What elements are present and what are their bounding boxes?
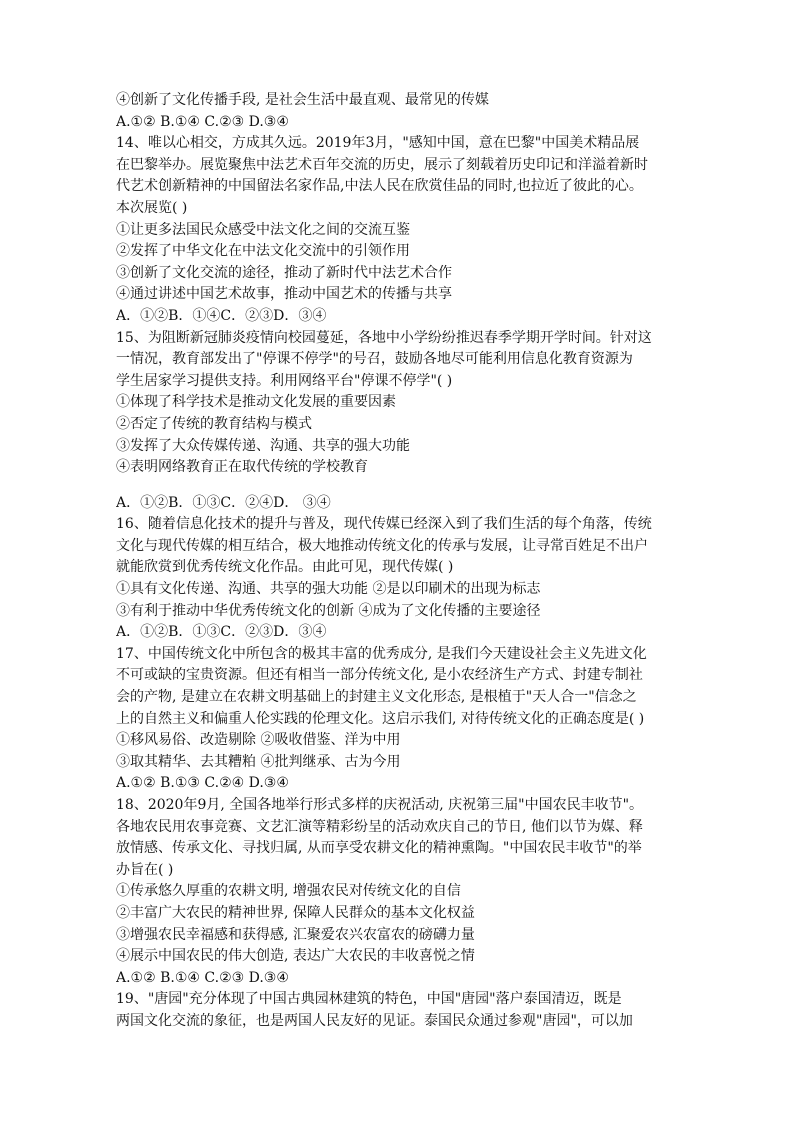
- text-line: ③取其精华、去其糟粕 ④批判继承、古为今用: [116, 753, 401, 770]
- text-line: 一情况，教育部发出了"停课不停学"的号召，鼓励各地尽可能利用信息化教育资源为: [116, 351, 633, 368]
- text-line: ②发挥了中华文化在中法文化交流中的引领作用: [116, 243, 410, 260]
- answer-options-line: A.①② B.①③ C.②④ D.③④: [116, 775, 289, 792]
- text-line: 办旨在( ): [116, 861, 174, 878]
- text-line: ③增强农民幸福感和获得感, 汇聚爱农兴农富农的磅礴力量: [116, 926, 475, 943]
- text-line: ④通过讲述中国艺术故事，推动中国艺术的传播与共享: [116, 286, 452, 303]
- text-line: ③发挥了大众传媒传递、沟通、共享的强大功能: [116, 437, 410, 454]
- answer-options-line: A.①② B.①④ C.②③ D.③④: [116, 969, 289, 986]
- answer-options-line: A．①②B．①④C．②③D．③④: [116, 307, 327, 324]
- text-line: 就能欣赏到优秀传统文化作品。由此可见，现代传媒( ): [116, 559, 454, 576]
- text-line: ①让更多法国民众感受中法文化之间的交流互鉴: [116, 221, 410, 238]
- text-line: ①传承悠久厚重的农耕文明, 增强农民对传统文化的自信: [116, 883, 461, 900]
- text-line: ④表明网络教育正在取代传统的学校教育: [116, 459, 368, 476]
- question-14-line: 14、唯以心相交，方成其久远。2019年3月，"感知中国，意在巴黎"中国美术精品展: [116, 135, 640, 152]
- text-line: 在巴黎举办。展览聚焦中法艺术百年交流的历史，展示了刻载着历史印记和洋溢着新时: [116, 156, 648, 173]
- text-line: 两国文化交流的象征，也是两国人民友好的见证。泰国民众通过参观"唐园"，可以加: [116, 1012, 633, 1029]
- answer-options-line: A．①②B．①③C．②③D．③④: [116, 624, 327, 641]
- text-line: ③创新了文化交流的途径，推动了新时代中法艺术合作: [116, 264, 452, 281]
- question-15-line: 15、为阻断新冠肺炎疫情向校园蔓延，各地中小学纷纷推迟春季学期开学时间。针对这: [116, 329, 652, 346]
- text-line: ①具有文化传递、沟通、共享的强大功能 ②是以印刷术的出现为标志: [116, 581, 541, 598]
- blank-line: [116, 479, 688, 493]
- document-page: [116, 90, 688, 1033]
- text-line: 本次展览( ): [116, 199, 188, 216]
- text-line: 各地农民用农事竞赛、文艺汇演等精彩纷呈的活动欢庆自己的节日, 他们以节为媒、释: [116, 818, 643, 835]
- question-16-line: 16、随着信息化技术的提升与普及，现代传媒已经深入到了我们生活的每个角落，传统: [116, 516, 652, 533]
- text-line: 上的自然主义和偏重人伦实践的伦理文化。这启示我们, 对待传统文化的正确态度是( ): [116, 710, 645, 727]
- text-line: 代艺术创新精神的中国留法名家作品,中法人民在欣赏佳品的同时,也拉近了彼此的心。: [116, 178, 643, 195]
- text-line: 放情感、传承文化、寻找归属, 从而享受农耕文化的精神熏陶。"中国农民丰收节"的举: [116, 840, 642, 857]
- text-line: ②丰富广大农民的精神世界, 保障人民群众的基本文化权益: [116, 904, 475, 921]
- text-line: ③有利于推动中华优秀传统文化的创新 ④成为了文化传播的主要途径: [116, 602, 541, 619]
- text-line: 文化与现代传媒的相互结合，极大地推动传统文化的传承与发展，让寻常百姓足不出户: [116, 537, 648, 554]
- text-line: 不可或缺的宝贵资源。但还有相当一部分传统文化, 是小农经济生产方式、封建专制社: [116, 667, 643, 684]
- question-19-line: 19、"唐园"充分体现了中国古典园林建筑的特色，中国"唐园"落户泰国清迈，既是: [116, 991, 622, 1008]
- question-18-line: 18、2020年9月, 全国各地举行形式多样的庆祝活动, 庆祝第三届"中国农民丰收节"。: [116, 797, 644, 813]
- text-line: ①体现了科学技术是推动文化发展的重要因素: [116, 394, 396, 411]
- answer-options-line: A.①② B.①④ C.②③ D.③④: [116, 113, 289, 130]
- answer-options-line: A．①②B．①③C．②④D． ③④: [116, 494, 331, 511]
- text-line: ④展示中国农民的伟大创造, 表达广大农民的丰收喜悦之情: [116, 948, 475, 965]
- text-line: ④创新了文化传播手段, 是社会生活中最直观、最常见的传媒: [116, 92, 489, 108]
- text-line: ②否定了传统的教育结构与模式: [116, 415, 312, 432]
- text-line: ①移风易俗、改造剔除 ②吸收借鉴、洋为中用: [116, 732, 401, 749]
- text-line: 学生居家学习提供支持。利用网络平台"停课不停学"( ): [116, 372, 453, 389]
- text-line: 会的产物, 是建立在农耕文明基础上的封建主义文化形态, 是根植于"天人合一"信念之: [116, 689, 637, 706]
- question-17-line: 17、中国传统文化中所包含的极其丰富的优秀成分, 是我们今天建设社会主义先进文化: [116, 645, 647, 662]
